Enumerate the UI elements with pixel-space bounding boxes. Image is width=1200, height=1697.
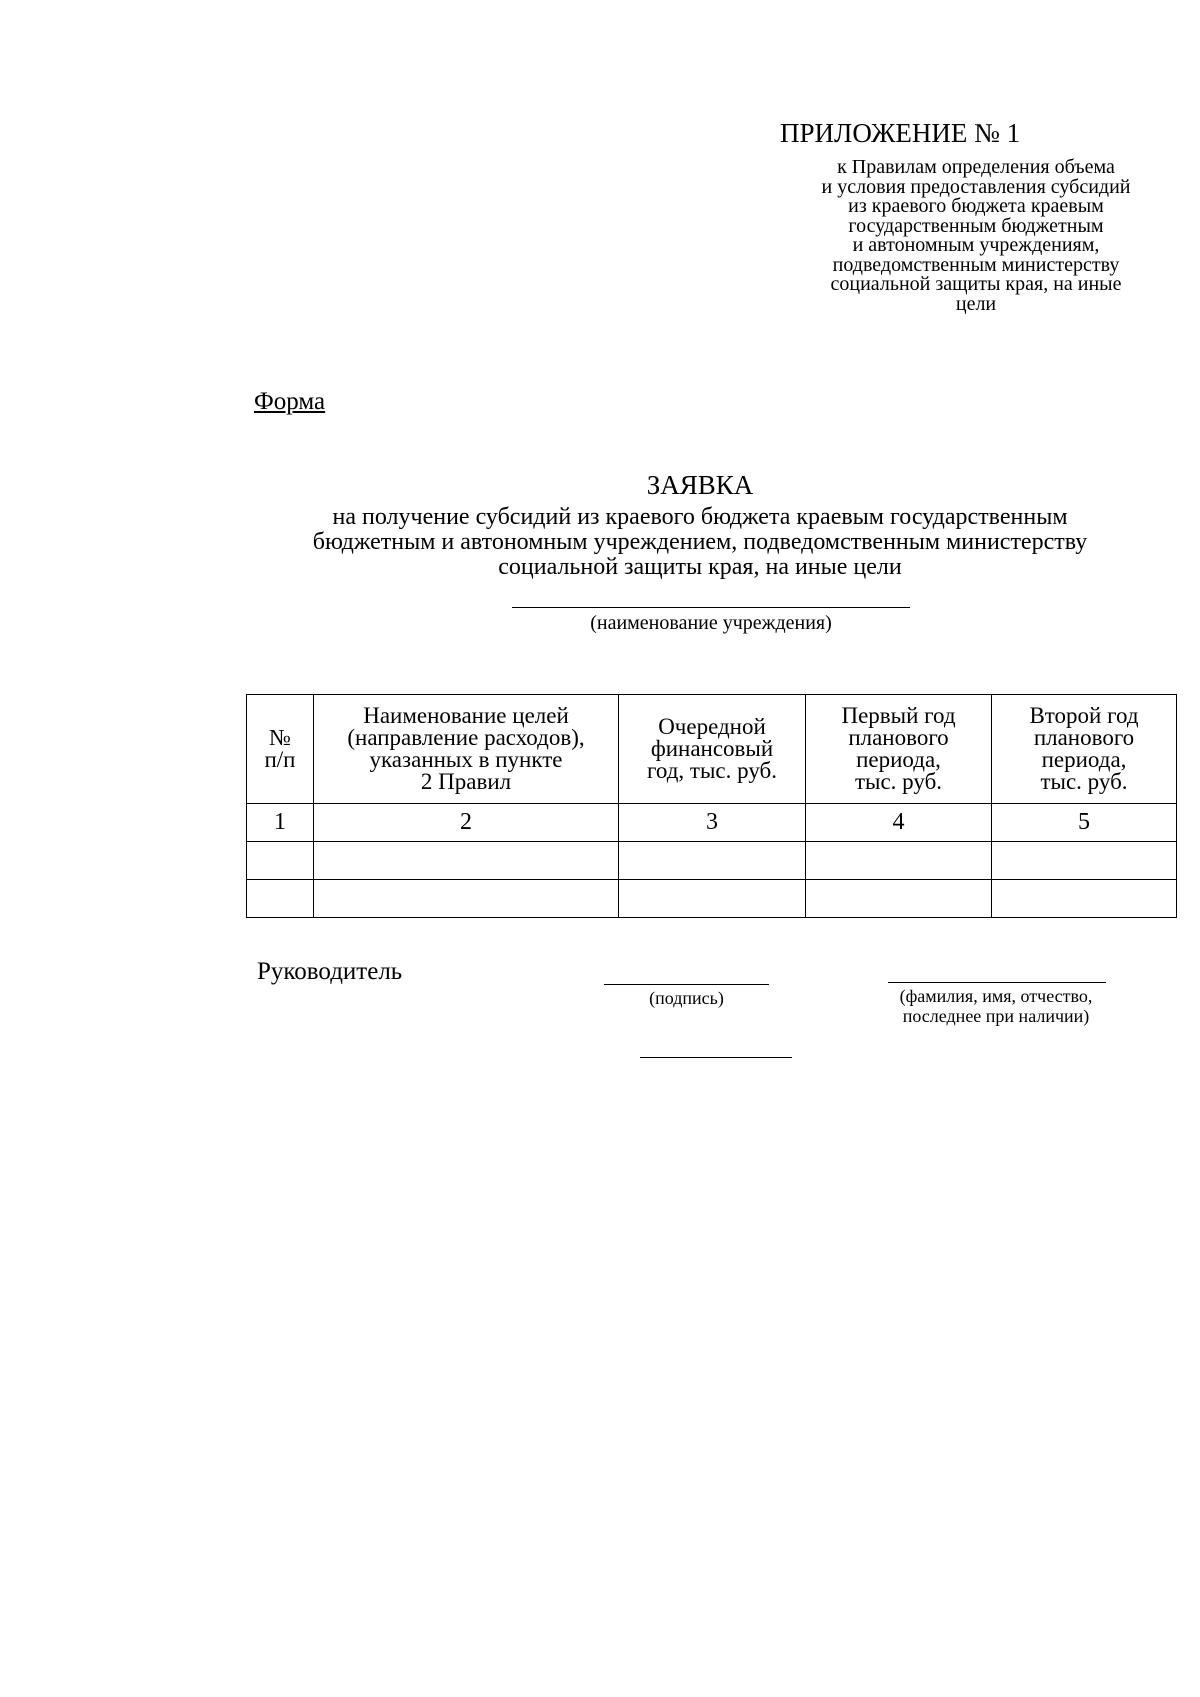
appendix-subtitle-line: и условия предоставления субсидий <box>821 175 1131 198</box>
appendix-subtitle-line: государственным бюджетным <box>848 214 1104 237</box>
column-number: 2 <box>314 804 619 842</box>
head-label: Руководитель <box>257 958 403 985</box>
institution-name-caption: (наименование учреждения) <box>590 612 832 634</box>
document-title: ЗАЯВКА <box>646 470 754 500</box>
table-cell[interactable] <box>314 880 619 918</box>
appendix-subtitle-line: из краевого бюджета краевым <box>848 195 1104 217</box>
signature-caption: (подпись) <box>649 988 724 1008</box>
table-cell[interactable] <box>247 842 314 880</box>
table-cell[interactable] <box>619 880 806 918</box>
signature-line[interactable] <box>604 984 769 985</box>
document-subtitle-line: на получение субсидий из краевого бюджета краевым государственным <box>332 504 1068 530</box>
col-header-number: № п/п <box>247 695 314 804</box>
col-header-current-year: Очередной финансовый год, тыс. руб. <box>619 695 806 804</box>
appendix-subtitle-line: подведомственным министерству <box>832 253 1120 276</box>
col-header-second-plan-year: Второй год планового периода, тыс. руб. <box>992 695 1177 804</box>
col-header-first-plan-year: Первый год планового периода, тыс. руб. <box>806 695 992 804</box>
table-cell[interactable] <box>619 842 806 880</box>
table-cell[interactable] <box>806 880 992 918</box>
column-number: 4 <box>806 804 992 842</box>
table-row <box>247 880 1177 918</box>
table-cell[interactable] <box>992 842 1177 880</box>
table-cell[interactable] <box>314 842 619 880</box>
table-cell[interactable] <box>992 880 1177 918</box>
column-number: 5 <box>992 804 1177 842</box>
institution-name-line[interactable] <box>512 607 910 608</box>
table-row <box>247 842 1177 880</box>
full-name-caption: (фамилия, имя, отчество, последнее при наличии) <box>899 986 1093 1026</box>
column-number: 1 <box>247 804 314 842</box>
appendix-subtitle-line: и автономным учреждениям, <box>852 234 1100 256</box>
appendix-subtitle-line: социальной защиты края, на иные <box>830 273 1122 295</box>
table-cell[interactable] <box>806 842 992 880</box>
table-cell[interactable] <box>247 880 314 918</box>
document-subtitle <box>250 505 1150 580</box>
table-numbering-row <box>247 804 1177 842</box>
appendix-title: ПРИЛОЖЕНИЕ № 1 <box>780 118 1021 148</box>
appendix-subtitle-line: к Правилам определения объема <box>837 156 1115 178</box>
column-number: 3 <box>619 804 806 842</box>
appendix-subtitle-line: цели <box>955 292 997 315</box>
request-table <box>246 694 1177 918</box>
document-subtitle-line: бюджетным и автономным учреждением, подведомственным министерству <box>312 529 1088 555</box>
col-header-goals: Наименование целей (направление расходов), указанных в пункте 2 Правил <box>314 695 619 804</box>
document-subtitle-line: социальной защиты края, на иные цели <box>498 554 902 580</box>
date-line[interactable] <box>640 1057 792 1058</box>
full-name-line[interactable] <box>888 982 1106 983</box>
table-header-row <box>247 695 1177 804</box>
form-label: Форма <box>254 388 326 415</box>
appendix-subtitle <box>776 158 1176 314</box>
